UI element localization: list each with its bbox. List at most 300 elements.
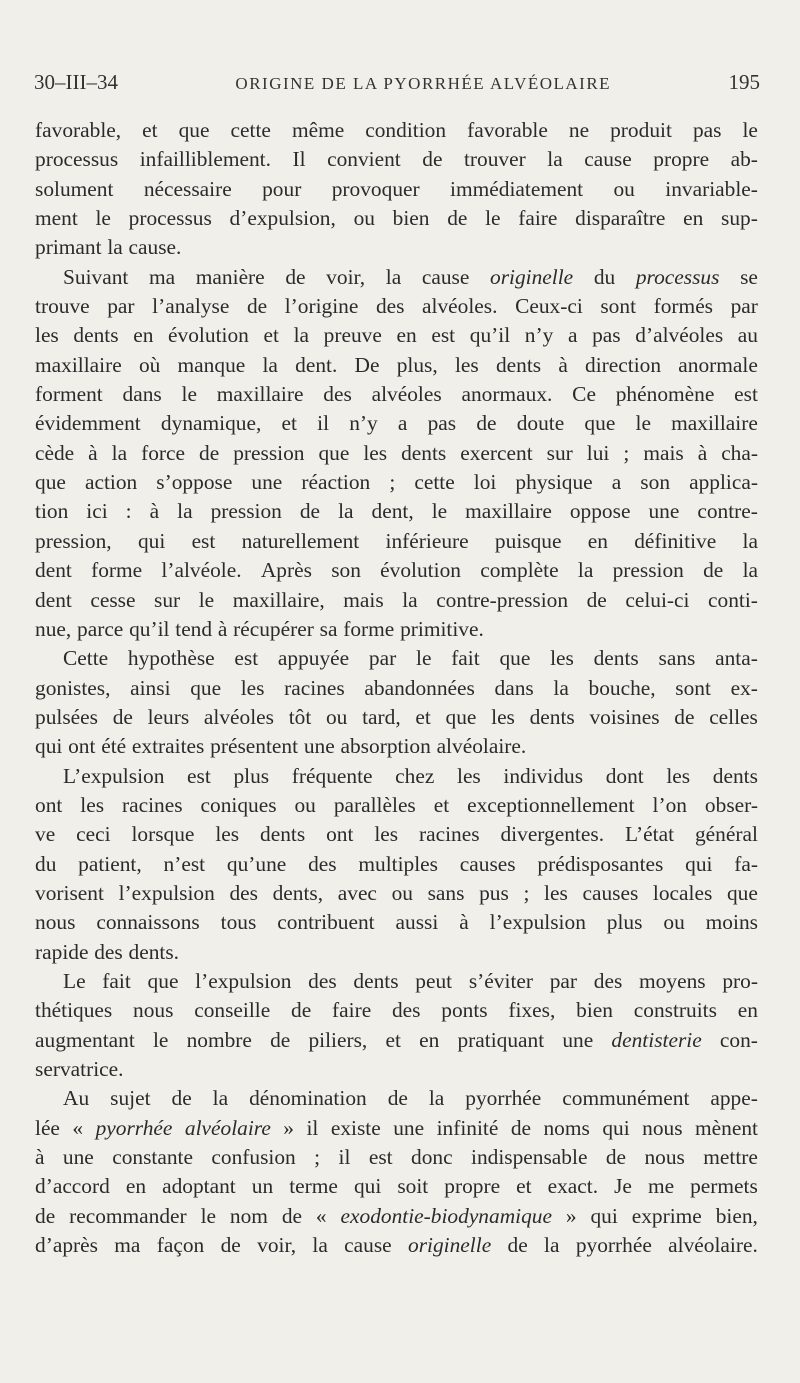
word: ont	[326, 822, 354, 847]
word: processus	[635, 264, 720, 289]
word: cha-	[721, 440, 758, 465]
word: à	[217, 616, 228, 641]
word: le	[635, 411, 651, 436]
word: infailliblement.	[139, 147, 271, 172]
word: servatrice.	[35, 1057, 124, 1081]
word: en	[125, 1174, 147, 1199]
word: de	[270, 1027, 291, 1052]
word: pas	[427, 411, 457, 436]
word: et	[516, 1174, 532, 1199]
word: cède	[35, 440, 75, 465]
word: fa-	[734, 851, 758, 876]
running-header	[34, 70, 760, 100]
word: rapide	[35, 939, 89, 964]
word: plus	[606, 910, 643, 935]
word: pro-	[722, 968, 758, 993]
word: voir,	[257, 1233, 297, 1258]
word: l’alvéole.	[161, 558, 242, 583]
word: originelle	[490, 264, 574, 289]
word: infinité	[436, 1115, 499, 1140]
word: un	[251, 1174, 274, 1199]
word: a	[567, 323, 578, 348]
word: dent	[35, 587, 72, 612]
word: en	[683, 206, 704, 231]
word: qui	[590, 1203, 618, 1228]
word: exodontie-biodynamique	[340, 1203, 552, 1228]
word: plus,	[396, 352, 438, 377]
word: les	[363, 440, 388, 465]
text-line	[35, 644, 758, 673]
word: qu’une	[226, 851, 287, 876]
word: patient,	[78, 851, 142, 876]
word: processus	[35, 147, 119, 172]
word: que	[584, 411, 616, 436]
word: des	[391, 998, 421, 1023]
header-title: ORIGINE DE LA PYORRHÉE ALVÉOLAIRE	[235, 74, 612, 93]
word: n’y	[524, 323, 554, 348]
word: ou	[294, 792, 316, 817]
word: cette	[414, 470, 455, 495]
word: général	[694, 822, 758, 847]
word: bien,	[715, 1203, 758, 1228]
word: le	[152, 1027, 169, 1052]
word: invariable-	[665, 176, 758, 201]
word: ma	[114, 1233, 141, 1258]
word: la	[107, 235, 123, 260]
word: des	[323, 382, 352, 407]
word: la	[385, 264, 402, 289]
word: hypothèse	[127, 646, 215, 671]
word: ont	[35, 792, 63, 817]
word: Ce	[572, 382, 596, 407]
word: pression	[612, 558, 684, 583]
text-line	[35, 1084, 758, 1113]
word: de	[605, 1145, 627, 1170]
word: ainsi	[130, 675, 171, 700]
word: des	[593, 968, 623, 993]
word: la	[547, 147, 563, 172]
word: bien	[392, 206, 430, 231]
word: a	[611, 470, 622, 495]
word: preuve	[323, 323, 382, 348]
word: causes	[582, 880, 639, 905]
word: maxillaire,	[232, 587, 325, 612]
word: inférieure	[385, 528, 469, 553]
word: s’oppose	[156, 470, 233, 495]
word: forment	[35, 382, 103, 407]
word: dents	[73, 323, 119, 348]
word: qui	[35, 734, 63, 759]
word: alvéolaire	[184, 1115, 271, 1140]
word: définitive	[634, 528, 717, 553]
word: ponts	[441, 998, 488, 1023]
word: le	[200, 1203, 217, 1228]
word: applica-	[689, 470, 758, 495]
word: les	[544, 880, 568, 905]
word: son	[331, 558, 361, 583]
text-line	[35, 967, 758, 996]
text-line	[35, 1026, 758, 1055]
text-line	[35, 116, 758, 145]
word: de	[199, 440, 220, 465]
word: Après	[260, 558, 312, 583]
word: l’expulsion	[195, 968, 292, 993]
word: ma	[149, 264, 176, 289]
word: la	[312, 1233, 328, 1258]
word: ou	[613, 176, 635, 201]
word: celles	[709, 704, 758, 729]
text-line	[35, 1172, 758, 1201]
word: fait	[451, 646, 480, 671]
word: physique	[515, 470, 593, 495]
word: cette	[230, 118, 271, 142]
word: absorption	[340, 734, 431, 759]
word: sont	[600, 294, 637, 319]
word: dent.	[295, 352, 338, 377]
word: primant	[35, 235, 102, 260]
word: convient	[327, 147, 401, 172]
word: en	[737, 998, 758, 1023]
word: ou	[325, 704, 348, 729]
word: ou	[391, 880, 413, 905]
word: la	[553, 675, 569, 700]
word: pus	[479, 880, 509, 905]
word: au	[737, 323, 758, 348]
word: qui	[137, 528, 166, 553]
text-line	[35, 263, 758, 292]
word: pression,	[35, 528, 112, 553]
word: nom	[229, 1203, 268, 1228]
word: de	[220, 1233, 241, 1258]
word: pyorrhée	[575, 1233, 652, 1258]
word: leurs	[147, 704, 190, 729]
text-line	[35, 1143, 758, 1172]
word: de	[703, 558, 724, 583]
word: cause	[584, 147, 632, 172]
word: alvéolaire.	[668, 1233, 758, 1258]
word: exercent	[460, 440, 533, 465]
word: gonistes,	[35, 675, 111, 700]
word: des	[308, 851, 337, 876]
word: sa	[319, 616, 338, 641]
word: contre-	[697, 499, 758, 524]
word: moins	[705, 910, 758, 935]
word: la	[742, 528, 758, 553]
word: ex-	[730, 675, 758, 700]
word: de	[586, 587, 607, 612]
word: recommander	[69, 1203, 187, 1228]
text-line	[35, 674, 758, 703]
word: l’analyse	[152, 294, 230, 319]
word: confusion	[211, 1145, 296, 1170]
word: son	[640, 470, 671, 495]
word: que	[147, 968, 179, 993]
word: favorable	[467, 118, 548, 142]
word: favorable,	[35, 118, 122, 142]
word: et	[281, 411, 297, 436]
word: est	[234, 646, 259, 671]
word: anormale	[678, 352, 758, 377]
word: en	[587, 528, 608, 553]
word: et	[263, 323, 279, 348]
word: s’éviter	[468, 968, 533, 993]
word: cesse	[90, 587, 136, 612]
word: sans	[658, 646, 696, 671]
word: ve	[35, 822, 56, 847]
word: été	[101, 734, 127, 759]
word: maxillaire	[216, 382, 304, 407]
word: tôt	[288, 704, 312, 729]
word: tard,	[362, 704, 401, 729]
word: manque	[177, 352, 246, 377]
word: la	[262, 352, 278, 377]
word: Au	[63, 1086, 90, 1111]
word: maxillaire	[35, 352, 122, 377]
word: appe-	[710, 1086, 758, 1111]
word: dents	[401, 440, 447, 465]
word: propre	[444, 1174, 501, 1199]
word: des	[375, 294, 405, 319]
word: est	[431, 323, 456, 348]
word: faire	[518, 206, 558, 231]
word: anta-	[715, 646, 758, 671]
word: causes	[459, 851, 516, 876]
word: forme	[343, 616, 395, 641]
body-text	[35, 116, 758, 1260]
word: à	[459, 910, 469, 935]
word: que	[499, 646, 531, 671]
word: de	[35, 1203, 56, 1228]
word: ceci	[76, 822, 111, 847]
word: qu’il	[129, 616, 170, 641]
word: de	[510, 1115, 532, 1140]
word: est	[734, 382, 758, 407]
word: doute	[516, 411, 565, 436]
word: avec	[337, 880, 377, 905]
word: même	[291, 118, 345, 142]
word: nous	[644, 1145, 685, 1170]
text-line	[35, 703, 758, 732]
word: mais	[343, 587, 384, 612]
header-date: 30–III–34	[34, 70, 118, 94]
word: par	[549, 968, 578, 993]
word: se	[740, 264, 758, 289]
word: nue,	[35, 616, 72, 641]
word: dénomination	[249, 1086, 367, 1111]
word: est	[368, 1145, 393, 1170]
word: pyorrhée	[95, 1115, 173, 1140]
word: l’origine	[284, 294, 359, 319]
word: nombre	[186, 1027, 252, 1052]
word: pas	[592, 323, 621, 348]
word: Le	[63, 968, 86, 993]
word: originelle	[408, 1233, 492, 1258]
word: les	[240, 675, 265, 700]
word: me	[647, 1174, 675, 1199]
word: celui-ci	[625, 587, 690, 612]
word: vorisent	[35, 880, 104, 905]
word: le	[742, 118, 758, 142]
text-line	[35, 850, 758, 879]
word: de	[246, 294, 268, 319]
word: où	[138, 352, 161, 377]
word: processus	[128, 206, 212, 231]
word: sujet	[110, 1086, 151, 1111]
word: lorsque	[131, 822, 195, 847]
word: piliers,	[308, 1027, 368, 1052]
text-line	[35, 527, 758, 556]
word: Il	[292, 147, 306, 172]
word: pratiquant	[457, 1027, 545, 1052]
word: les	[454, 352, 479, 377]
word: Ceux-ci	[515, 294, 583, 319]
word: mènent	[695, 1115, 758, 1140]
word: de	[299, 499, 321, 524]
word: le	[416, 646, 432, 671]
word: le	[485, 206, 501, 231]
word: multiples	[358, 851, 438, 876]
word: par	[730, 294, 758, 319]
word: exceptionnellement	[467, 792, 635, 817]
word: ;	[389, 470, 396, 495]
word: n’est	[163, 851, 206, 876]
word: ;	[314, 1145, 321, 1170]
word: de	[285, 264, 306, 289]
word: noms	[543, 1115, 590, 1140]
word: De	[354, 352, 380, 377]
word: le	[95, 206, 111, 231]
word: présentent	[210, 734, 299, 759]
word: dents	[495, 352, 542, 377]
word: soit	[397, 1174, 429, 1199]
word: puisque	[494, 528, 562, 553]
word: «	[72, 1115, 84, 1140]
text-line	[35, 820, 758, 849]
word: une	[62, 1145, 94, 1170]
word: thétiques	[35, 998, 113, 1023]
word: Cette	[63, 646, 109, 671]
word: dents	[260, 822, 306, 847]
word: donc	[411, 1145, 453, 1170]
word: anormaux.	[461, 382, 553, 407]
text-line	[35, 204, 758, 233]
word: tion	[35, 499, 69, 524]
word: qui	[602, 1115, 630, 1140]
text-line	[35, 791, 758, 820]
word: les	[666, 763, 691, 788]
word: sur	[546, 440, 573, 465]
word: de	[422, 147, 443, 172]
word: que	[318, 440, 350, 465]
word: dents.	[128, 939, 179, 964]
word: dont	[605, 763, 644, 788]
word: à	[149, 499, 160, 524]
word: constante	[112, 1145, 193, 1170]
word: façon	[156, 1233, 205, 1258]
word: du	[593, 264, 616, 289]
word: abandonnées	[364, 675, 475, 700]
word: dents	[353, 968, 399, 993]
text-line	[35, 938, 758, 967]
word: la	[544, 1233, 560, 1258]
word: trouve	[35, 294, 90, 319]
word: ne	[568, 118, 590, 142]
word: condition	[365, 118, 447, 142]
word: naturellement	[241, 528, 360, 553]
text-line	[35, 879, 758, 908]
text-line	[35, 409, 758, 438]
word: en	[396, 323, 417, 348]
text-line	[35, 908, 758, 937]
word: cause	[344, 1233, 392, 1258]
word: sur	[154, 587, 181, 612]
word: dents	[712, 763, 758, 788]
word: :	[125, 499, 132, 524]
word: »	[565, 1203, 577, 1228]
text-line	[35, 615, 758, 644]
text-line	[35, 497, 758, 526]
word: récupérer	[233, 616, 314, 641]
word: existe	[330, 1115, 381, 1140]
word: pression	[210, 499, 282, 524]
word: il	[306, 1115, 319, 1140]
text-line	[35, 321, 758, 350]
word: que	[178, 118, 210, 142]
word: trouver	[463, 147, 526, 172]
word: fréquente	[291, 763, 373, 788]
word: à	[35, 1145, 45, 1170]
word: peut	[415, 968, 453, 993]
word: d’après	[35, 1233, 98, 1258]
word: formés	[653, 294, 714, 319]
text-line	[35, 468, 758, 497]
word: l’expulsion	[118, 880, 215, 905]
word: à	[88, 440, 98, 465]
word: par	[107, 294, 135, 319]
word: disparaître	[575, 206, 666, 231]
word: individus	[503, 763, 584, 788]
word: connaissons	[96, 910, 200, 935]
word: dents	[529, 704, 575, 729]
word: contre-pression	[436, 587, 569, 612]
word: dans	[122, 382, 162, 407]
word: pression	[233, 440, 305, 465]
word: fait	[102, 968, 131, 993]
word: l’on	[652, 792, 687, 817]
word: »	[283, 1115, 294, 1140]
word: obser-	[704, 792, 758, 817]
word: il	[338, 1145, 351, 1170]
word: conti-	[708, 587, 758, 612]
word: chez	[395, 763, 435, 788]
word: moyens	[639, 968, 706, 993]
word: la	[177, 499, 193, 524]
word: faire	[332, 998, 372, 1023]
word: locales	[652, 880, 713, 905]
word: produit	[610, 118, 672, 142]
word: que	[35, 470, 66, 495]
word: à	[558, 352, 568, 377]
word: par	[368, 646, 397, 671]
word: parce	[77, 616, 124, 641]
word: la	[577, 558, 594, 583]
word: qui	[685, 851, 713, 876]
word: bouche,	[588, 675, 656, 700]
word: ;	[523, 880, 530, 905]
word: cause	[421, 264, 470, 289]
word: action	[84, 470, 138, 495]
word: les	[491, 704, 515, 729]
